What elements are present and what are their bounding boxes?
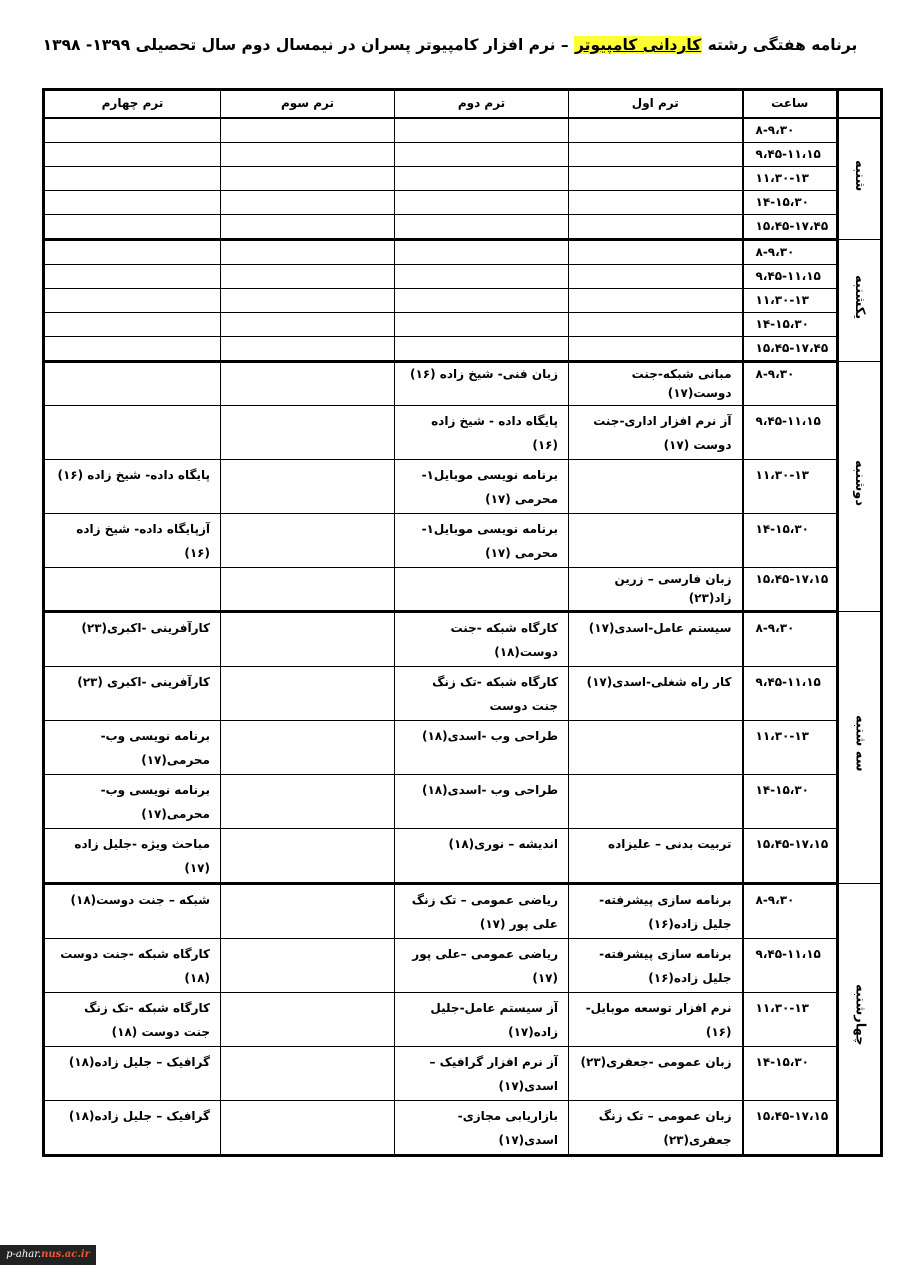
term2-cell [395, 568, 569, 612]
term2-cell [395, 240, 569, 265]
schedule-table [42, 88, 883, 1157]
table-row [44, 721, 882, 775]
term3-cell [221, 939, 395, 993]
term1-cell [569, 289, 743, 313]
time-cell: ۱۵،۴۵-۱۷،۴۵ [743, 215, 838, 240]
time-cell: ۱۱،۳۰-۱۳ [743, 460, 838, 514]
term1-cell: سیستم عامل-اسدی(۱۷) [569, 612, 743, 667]
table-row [44, 313, 882, 337]
term1-cell: آز نرم افزار اداری-جنت دوست (۱۷) [569, 406, 743, 460]
term3-cell [221, 406, 395, 460]
table-row [44, 1047, 882, 1101]
term3-cell [221, 313, 395, 337]
time-cell: ۱۱،۳۰-۱۳ [743, 289, 838, 313]
term2-cell: زبان فنی- شیخ زاده (۱۶) [395, 362, 569, 406]
term3-cell [221, 167, 395, 191]
term4-cell [44, 289, 221, 313]
time-cell: ۸-۹،۳۰ [743, 362, 838, 406]
day-name: سه شنبه [852, 715, 868, 772]
table-row [44, 939, 882, 993]
term4-cell: گرافیک – جلیل زاده(۱۸) [44, 1047, 221, 1101]
time-cell: ۱۱،۳۰-۱۳ [743, 167, 838, 191]
site-footer-badge [0, 1245, 96, 1265]
term1-cell: تربیت بدنی – علیزاده [569, 829, 743, 884]
page-title [20, 36, 880, 54]
time-cell: ۱۵،۴۵-۱۷،۴۵ [743, 337, 838, 362]
time-cell: ۹،۴۵-۱۱،۱۵ [743, 406, 838, 460]
term4-cell [44, 265, 221, 289]
term4-cell: گرافیک – جلیل زاده(۱۸) [44, 1101, 221, 1156]
day-name: شنبه [852, 160, 867, 192]
term3-cell [221, 460, 395, 514]
term4-cell: برنامه نویسی وب- محرمی(۱۷) [44, 721, 221, 775]
term2-cell: کارگاه شبکه -جنت دوست(۱۸) [395, 612, 569, 667]
term2-cell [395, 215, 569, 240]
time-cell: ۹،۴۵-۱۱،۱۵ [743, 939, 838, 993]
term1-cell [569, 265, 743, 289]
header-row [44, 90, 882, 119]
term1-cell: زبان عمومی -جعفری(۲۳) [569, 1047, 743, 1101]
term4-cell [44, 337, 221, 362]
table-row [44, 362, 882, 406]
time-cell: ۱۴-۱۵،۳۰ [743, 313, 838, 337]
term1-cell [569, 721, 743, 775]
term1-cell [569, 167, 743, 191]
term1-cell: مبانی شبکه-جنت دوست(۱۷) [569, 362, 743, 406]
title-highlight: کاردانی کامپیوتر [575, 36, 702, 54]
term1-cell: کار راه شغلی-اسدی(۱۷) [569, 667, 743, 721]
table-row [44, 406, 882, 460]
table-row [44, 240, 882, 265]
term3-cell [221, 721, 395, 775]
term3-cell [221, 1101, 395, 1156]
term3-cell [221, 191, 395, 215]
table-row [44, 667, 882, 721]
term2-cell: طراحی وب -اسدی(۱۸) [395, 775, 569, 829]
time-cell: ۹،۴۵-۱۱،۱۵ [743, 667, 838, 721]
term4-header: ترم چهارم [44, 90, 221, 119]
term3-cell [221, 568, 395, 612]
footer-prefix: p-ahar. [6, 1249, 42, 1260]
table-row [44, 568, 882, 612]
term3-cell [221, 993, 395, 1047]
time-cell: ۱۴-۱۵،۳۰ [743, 191, 838, 215]
time-cell: ۱۴-۱۵،۳۰ [743, 775, 838, 829]
term3-cell [221, 612, 395, 667]
day-name: چهارشنبه [852, 984, 868, 1046]
term4-cell [44, 240, 221, 265]
term1-cell [569, 337, 743, 362]
term2-cell: کارگاه شبکه -تک زنگ جنت دوست [395, 667, 569, 721]
time-cell: ۱۴-۱۵،۳۰ [743, 1047, 838, 1101]
time-cell: ۱۵،۴۵-۱۷،۱۵ [743, 829, 838, 884]
term2-cell [395, 167, 569, 191]
term4-cell [44, 143, 221, 167]
term4-cell [44, 313, 221, 337]
term3-cell [221, 143, 395, 167]
time-header: ساعت [743, 90, 838, 119]
term2-cell: بازاریابی مجازی- اسدی(۱۷) [395, 1101, 569, 1156]
term2-cell: آز نرم افزار گرافیک – اسدی(۱۷) [395, 1047, 569, 1101]
term2-header: ترم دوم [395, 90, 569, 119]
table-row [44, 337, 882, 362]
term2-cell: برنامه نویسی موبایل۱- محرمی (۱۷) [395, 514, 569, 568]
term1-cell [569, 240, 743, 265]
term1-cell [569, 460, 743, 514]
term1-cell [569, 118, 743, 143]
term4-cell: کارگاه شبکه -جنت دوست (۱۸) [44, 939, 221, 993]
term2-cell [395, 143, 569, 167]
term1-cell [569, 191, 743, 215]
table-row [44, 215, 882, 240]
term3-cell [221, 775, 395, 829]
term2-cell [395, 313, 569, 337]
term4-cell: کارآفرینی -اکبری (۲۳) [44, 667, 221, 721]
term1-cell: زبان فارسی – زرین زاد(۲۳) [569, 568, 743, 612]
term1-cell [569, 215, 743, 240]
table-row [44, 514, 882, 568]
title-part-1: برنامه هفتگی رشته [702, 36, 858, 54]
term2-cell [395, 265, 569, 289]
schedule-body [44, 118, 882, 1156]
table-row [44, 612, 882, 667]
term1-cell: زبان عمومی – تک زنگ جعفری(۲۳) [569, 1101, 743, 1156]
term3-cell [221, 215, 395, 240]
term4-cell: برنامه نویسی وب- محرمی(۱۷) [44, 775, 221, 829]
day-label [838, 612, 882, 884]
term1-cell [569, 313, 743, 337]
term3-cell [221, 667, 395, 721]
term2-cell: ریاضی عمومی – تک زنگ علی پور (۱۷) [395, 884, 569, 939]
term4-cell [44, 568, 221, 612]
term1-cell: نرم افزار توسعه موبایل-(۱۶) [569, 993, 743, 1047]
term3-cell [221, 362, 395, 406]
term1-cell [569, 514, 743, 568]
term2-cell: برنامه نویسی موبایل۱- محرمی (۱۷) [395, 460, 569, 514]
term3-cell [221, 118, 395, 143]
table-row [44, 1101, 882, 1156]
term2-cell: آز سیستم عامل-جلیل زاده(۱۷) [395, 993, 569, 1047]
term2-cell: اندیشه – نوری(۱۸) [395, 829, 569, 884]
term4-cell [44, 215, 221, 240]
term2-cell [395, 191, 569, 215]
time-cell: ۸-۹،۳۰ [743, 884, 838, 939]
day-name: دوشنبه [852, 460, 867, 507]
table-row [44, 191, 882, 215]
term1-header: ترم اول [569, 90, 743, 119]
term3-cell [221, 265, 395, 289]
term4-cell [44, 167, 221, 191]
term3-cell [221, 829, 395, 884]
table-row [44, 460, 882, 514]
term1-cell: برنامه سازی پیشرفته-جلیل زاده(۱۶) [569, 884, 743, 939]
footer-domain: nus.ac.ir [41, 1249, 90, 1260]
table-row [44, 265, 882, 289]
time-cell: ۸-۹،۳۰ [743, 612, 838, 667]
time-cell: ۱۵،۴۵-۱۷،۱۵ [743, 1101, 838, 1156]
time-cell: ۱۵،۴۵-۱۷،۱۵ [743, 568, 838, 612]
table-row [44, 775, 882, 829]
term4-cell: آزپایگاه داده- شیخ زاده (۱۶) [44, 514, 221, 568]
day-header [838, 90, 882, 119]
term2-cell: طراحی وب -اسدی(۱۸) [395, 721, 569, 775]
time-cell: ۹،۴۵-۱۱،۱۵ [743, 265, 838, 289]
title-part-2: – نرم افزار کامپیوتر پسران در نیمسال دوم سال تحصیلی ۱۳۹۹- ۱۳۹۸ [42, 36, 575, 54]
table-row [44, 143, 882, 167]
term2-cell: ریاضی عمومی –علی پور (۱۷) [395, 939, 569, 993]
term3-header: ترم سوم [221, 90, 395, 119]
table-row [44, 993, 882, 1047]
time-cell: ۱۱،۳۰-۱۳ [743, 993, 838, 1047]
day-label [838, 240, 882, 362]
table-row [44, 167, 882, 191]
term4-cell [44, 362, 221, 406]
term4-cell: شبکه – جنت دوست(۱۸) [44, 884, 221, 939]
term4-cell [44, 191, 221, 215]
time-cell: ۱۴-۱۵،۳۰ [743, 514, 838, 568]
term3-cell [221, 884, 395, 939]
term1-cell [569, 143, 743, 167]
term3-cell [221, 240, 395, 265]
day-label [838, 884, 882, 1156]
term4-cell [44, 118, 221, 143]
day-label [838, 118, 882, 240]
term4-cell: کارآفرینی -اکبری(۲۳) [44, 612, 221, 667]
time-cell: ۸-۹،۳۰ [743, 118, 838, 143]
time-cell: ۸-۹،۳۰ [743, 240, 838, 265]
term4-cell: مباحث ویژه -جلیل زاده (۱۷) [44, 829, 221, 884]
table-row [44, 829, 882, 884]
term3-cell [221, 1047, 395, 1101]
table-row [44, 118, 882, 143]
term1-cell: برنامه سازی پیشرفته-جلیل زاده(۱۶) [569, 939, 743, 993]
term4-cell: پایگاه داده- شیخ زاده (۱۶) [44, 460, 221, 514]
term2-cell [395, 289, 569, 313]
table-row [44, 289, 882, 313]
term4-cell: کارگاه شبکه -تک زنگ جنت دوست (۱۸) [44, 993, 221, 1047]
table-row [44, 884, 882, 939]
term3-cell [221, 514, 395, 568]
time-cell: ۱۱،۳۰-۱۳ [743, 721, 838, 775]
time-cell: ۹،۴۵-۱۱،۱۵ [743, 143, 838, 167]
day-label [838, 362, 882, 612]
term3-cell [221, 337, 395, 362]
term4-cell [44, 406, 221, 460]
term1-cell [569, 775, 743, 829]
day-name: یکشنبه [852, 275, 867, 320]
term2-cell: پایگاه داده - شیخ زاده (۱۶) [395, 406, 569, 460]
term3-cell [221, 289, 395, 313]
term2-cell [395, 118, 569, 143]
term2-cell [395, 337, 569, 362]
